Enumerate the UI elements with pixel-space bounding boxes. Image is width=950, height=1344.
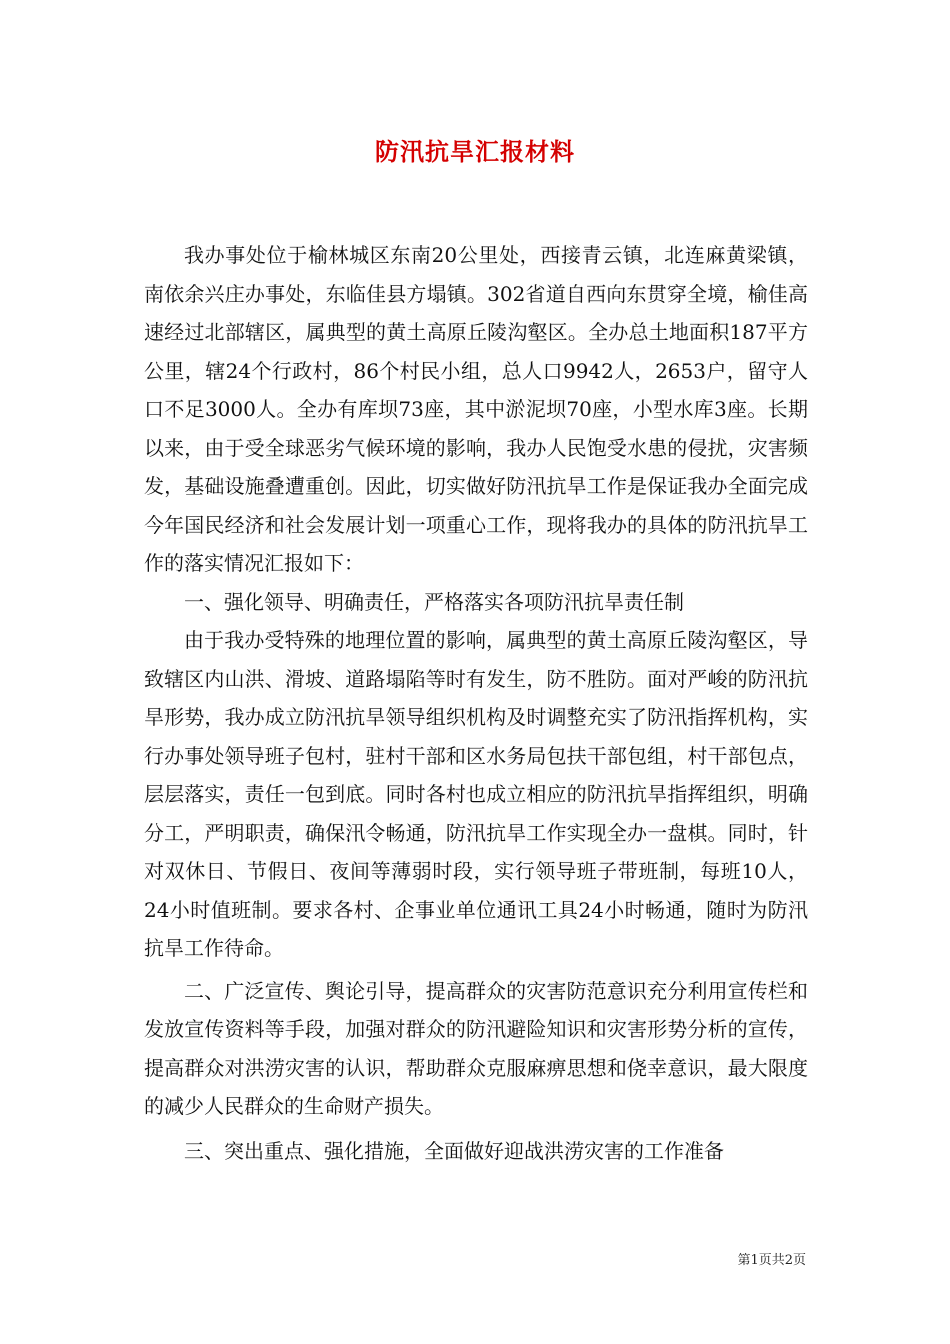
document-title: 防汛抗旱汇报材料 (375, 137, 575, 166)
page-number: 第1页共2页 (737, 1253, 806, 1268)
paragraph-intro: 我办事处位于榆林城区东南20公里处，西接青云镇，北连麻黄梁镇，南依余兴庄办事处，东临佳县方塌镇。302省道自西向东贯穿全境，榆佳高速经过北部辖区，属典型的黄土高原丘陵沟壑区。全办总土地面积187平方公里，辖24个行政村，86个村民小组，总人口9942人，2653户，留守人口不足3000人。全办有库坝73座，其中淤泥坝70座，小型水库3座。长期以来，由于受全球恶劣气候环境的影响，我办人民饱受水患的侵扰，灾害频发，基础设施叠遭重创。因此，切实做好防汛抗旱工作是保证我办全面完成今年国民经济和社会发展计划一项重心工作，现将我办的具体的防汛抗旱工作的落实情况汇报如下： (144, 243, 808, 575)
section-heading-1: 一、强化领导、明确责任，严格落实各项防汛抗旱责任制 (184, 589, 684, 614)
section-heading-3: 三、突出重点、强化措施，全面做好迎战洪涝灾害的工作准备 (184, 1138, 724, 1163)
paragraph-section-1: 由于我办受特殊的地理位置的影响，属典型的黄土高原丘陵沟壑区，导致辖区内山洪、滑坡、道路塌陷等时有发生，防不胜防。面对严峻的防汛抗旱形势，我办成立防汛抗旱领导组织机构及时调整充实了防汛指挥机构，实行办事处领导班子包村，驻村干部和区水务局包扶干部包组，村干部包点，层层落实，责任一包到底。同时各村也成立相应的防汛抗旱指挥组织，明确分工，严明职责，确保汛令畅通，防汛抗旱工作实现全办一盘棋。同时，针对双休日、节假日、夜间等薄弱时段，实行领导班子带班制，每班10人，24小时值班制。要求各村、企事业单位通讯工具24小时畅通，随时为防汛抗旱工作待命。 (144, 628, 808, 960)
paragraph-section-2: 二、广泛宣传、舆论引导，提高群众的灾害防范意识充分利用宣传栏和发放宣传资料等手段，加强对群众的防汛避险知识和灾害形势分析的宣传，提高群众对洪涝灾害的认识，帮助群众克服麻痹思想和侥幸意识，最大限度的减少人民群众的生命财产损失。 (144, 978, 808, 1118)
document-body (144, 236, 808, 1170)
